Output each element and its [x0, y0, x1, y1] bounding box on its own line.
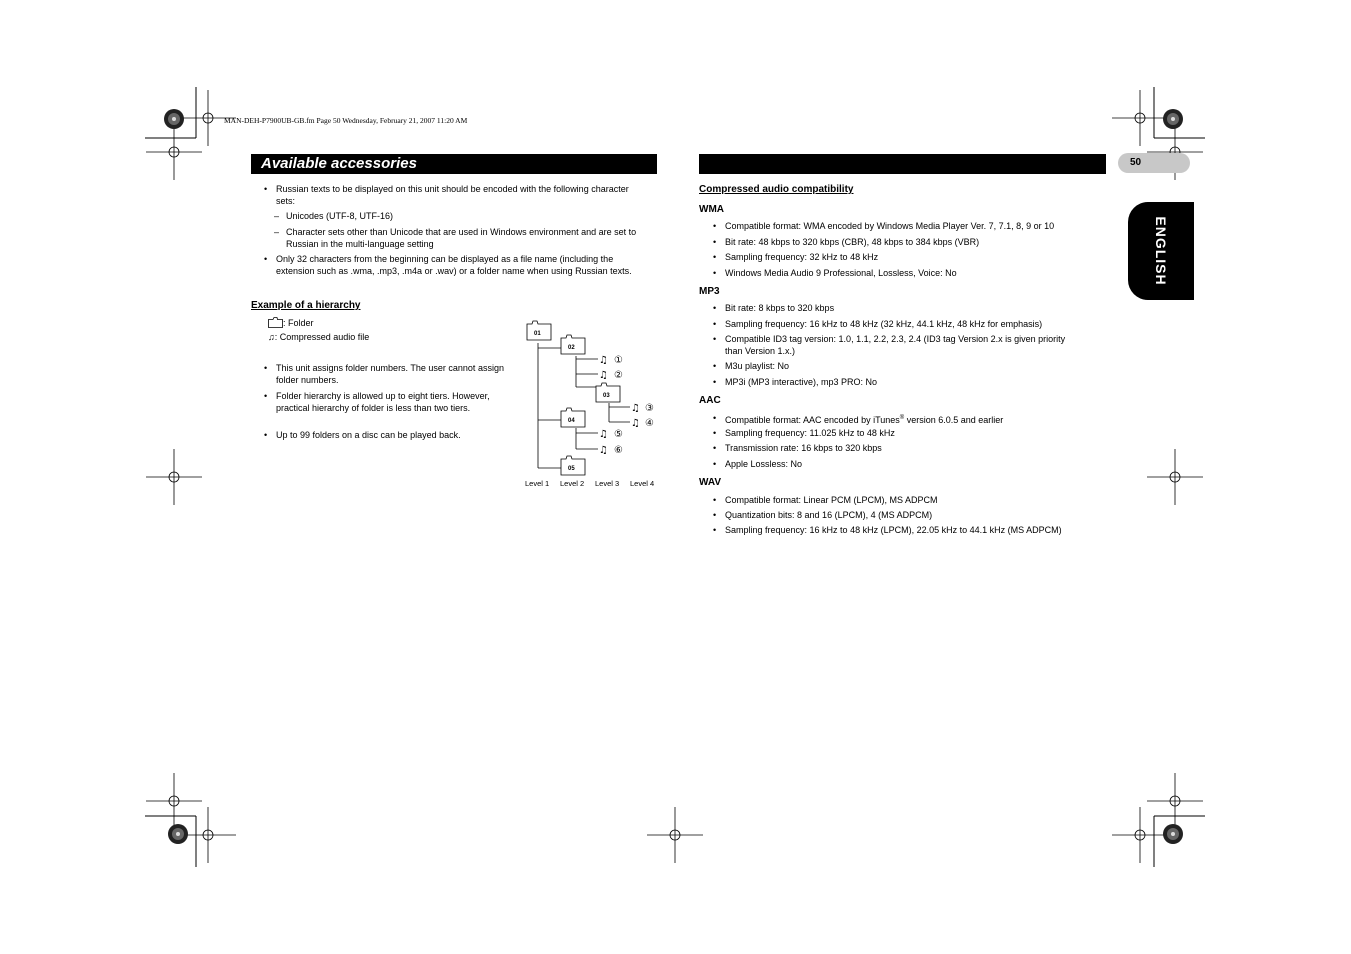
list-item: • Sampling frequency: 16 kHz to 48 kHz (32 kHz, 44.1 kHz, 48 kHz for emphasis) [713, 319, 1043, 329]
folder-label: 05 [568, 466, 575, 472]
aac-heading: AAC [699, 395, 721, 406]
list-item: • Russian texts to be displayed on this unit should be encoded with the following character sets: [264, 184, 629, 206]
folder-label: 01 [534, 331, 541, 337]
list-item: • MP3i (MP3 interactive), mp3 PRO: No [713, 377, 878, 387]
list-item: • This unit assigns folder numbers. The user cannot assign folder numbers. [264, 363, 504, 385]
language-label: ENGLISH [1153, 216, 1169, 286]
file-number: ③ [645, 403, 654, 414]
music-note-icon: ♫ [599, 355, 608, 366]
folder-icon [268, 317, 283, 328]
right-title-bar [699, 154, 1106, 174]
hierarchy-heading: Example of a hierarchy [251, 300, 361, 311]
page-number-badge [1118, 153, 1190, 173]
file-header-line: MAN-DEH-P7900UB-GB.fm Page 50 Wednesday, February 21, 2007 11:20 AM [224, 116, 468, 125]
list-item: • Compatible format: WMA encoded by Windows Media Player Ver. 7, 7.1, 8, 9 or 10 [713, 221, 1055, 231]
list-item: • Quantization bits: 8 and 16 (LPCM), 4 (MS ADPCM) [713, 510, 933, 520]
level-label: Level 3 [595, 479, 620, 488]
list-item: • Up to 99 folders on a disc can be played back. [264, 430, 461, 440]
list-item: • Compatible format: AAC encoded by iTunes® version 6.0.5 and earlier [713, 413, 1004, 425]
file-number: ④ [645, 418, 654, 429]
section-title: Available accessories [261, 155, 417, 172]
folder-label: 02 [568, 345, 575, 351]
folder-label: 03 [603, 393, 610, 399]
music-note-icon: ♫ [631, 403, 640, 414]
level-label: Level 2 [560, 479, 585, 488]
list-item: • Sampling frequency: 32 kHz to 48 kHz [713, 252, 879, 262]
music-note-icon: ♫ [631, 418, 640, 429]
list-item: • Transmission rate: 16 kbps to 320 kbps [713, 443, 882, 453]
sub-list-item: – Unicodes (UTF-8, UTF-16) [274, 211, 394, 221]
list-item: • M3u playlist: No [713, 361, 790, 371]
music-note-icon: ♫ [599, 445, 608, 456]
legend-folder: : Folder [268, 317, 314, 330]
legend-file: ♫: Compressed audio file [268, 332, 370, 342]
compat-heading: Compressed audio compatibility [699, 184, 854, 195]
file-number: ① [614, 355, 623, 366]
wav-heading: WAV [699, 477, 722, 488]
page-number: 50 [1130, 157, 1142, 168]
list-item: • Compatible ID3 tag version: 1.0, 1.1, 2.2, 2.3, 2.4 (ID3 tag Version 2.x is given priority than Version 1.x.) [713, 334, 1066, 356]
sub-list-item: – Character sets other than Unicode that are used in Windows environment and are set to Russian in the multi-language setting [274, 227, 637, 249]
hierarchy-diagram [520, 318, 665, 478]
list-item: • Only 32 characters from the beginning can be displayed as a file name (including the extension such as .wma, .mp3, .m4a or .wav) or a folder name when using Russian texts. [264, 254, 632, 276]
list-item: • Apple Lossless: No [713, 459, 803, 469]
level-label: Level 4 [630, 479, 655, 488]
music-note-icon: ♫ [268, 332, 275, 342]
level-label: Level 1 [525, 479, 550, 488]
list-item: • Compatible format: Linear PCM (LPCM), MS ADPCM [713, 495, 938, 505]
list-item: • Bit rate: 8 kbps to 320 kbps [713, 303, 835, 313]
list-item: • Windows Media Audio 9 Professional, Lossless, Voice: No [713, 268, 957, 278]
file-number: ⑥ [614, 445, 623, 456]
wma-heading: WMA [699, 204, 724, 215]
language-tab [1128, 202, 1194, 300]
section-title-bar [251, 154, 657, 174]
music-note-icon: ♫ [599, 429, 608, 440]
file-number: ② [614, 370, 623, 381]
list-item: • Bit rate: 48 kbps to 320 kbps (CBR), 48 kbps to 384 kbps (VBR) [713, 237, 980, 247]
mp3-heading: MP3 [699, 286, 720, 297]
list-item: • Sampling frequency: 16 kHz to 48 kHz (LPCM), 22.05 kHz to 44.1 kHz (MS ADPCM) [713, 525, 1062, 535]
list-item: • Folder hierarchy is allowed up to eight tiers. However, practical hierarchy of folder is less than two tiers. [264, 391, 490, 413]
music-note-icon: ♫ [599, 370, 608, 381]
file-number: ⑤ [614, 429, 623, 440]
list-item: • Sampling frequency: 11.025 kHz to 48 kHz [713, 428, 895, 438]
folder-label: 04 [568, 418, 575, 424]
